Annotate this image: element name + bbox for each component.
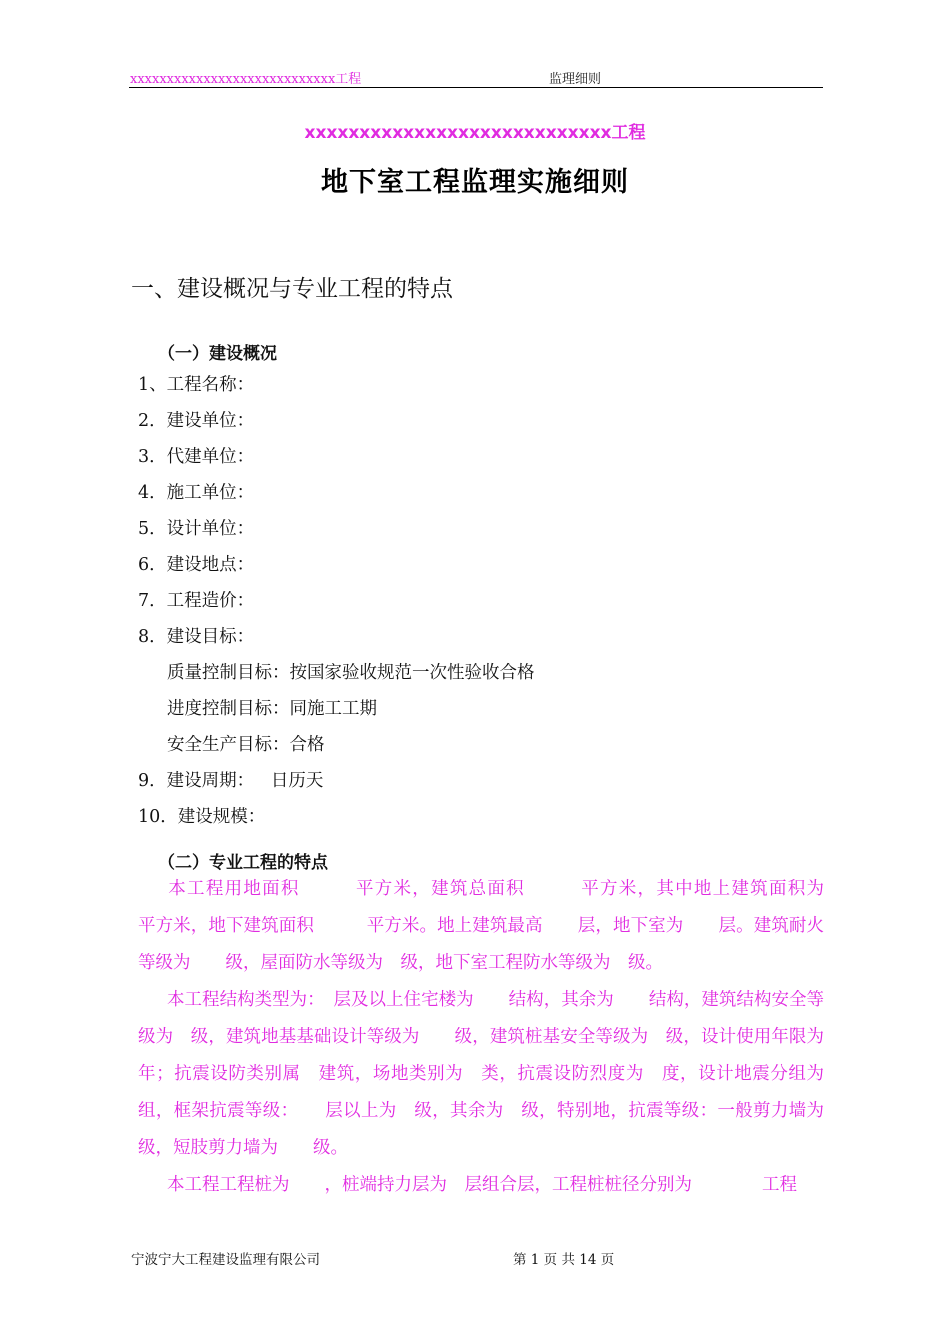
overview-item-contractor: 4．施工单位： <box>138 483 255 503</box>
overview-item-owner: 2．建设单位： <box>138 411 255 431</box>
overview-item-cost: 7．工程造价： <box>138 591 255 611</box>
features-paragraph-1: 本工程用地面积 平方米，建筑总面积 平方米，其中地上建筑面积为 平方米，地下建筑面积 平方米。地上建筑最高 层，地下室为 层。建筑耐火等级为 级，屋面防水等级为 级，地下室工程防水等级为 级。 <box>138 879 877 973</box>
overview-item-designer: 5．设计单位： <box>138 519 255 539</box>
header-doc-type: 监理细则 <box>549 72 602 87</box>
overview-item-location: 6．建设地点： <box>138 555 255 575</box>
overview-item-project-name: 1、工程名称： <box>138 375 255 395</box>
project-title: xxxxxxxxxxxxxxxxxxxxxxxxxxxx工程 <box>304 123 646 143</box>
features-paragraph-2: 本工程结构类型为： 层及以上住宅楼为 结构，其余为 结构，建筑结构安全等级为 级，建筑地基基础设计等级为 级，建筑桩基安全等级为 级，设计使用年限为 年；抗震设防类别属 建筑，场地类别为 类，抗震设防烈度为 度，设计地震分组为 组，框架抗震等级： 层以上为 级，其余为 级，特别地，抗震等级：一般剪力墙为 级，短肢剪力墙为 级。 <box>138 990 859 1158</box>
subsection-features-heading: （二）专业工程的特点 <box>158 853 328 873</box>
document-title: 地下室工程监理实施细则 <box>321 167 629 198</box>
goal-quality: 质量控制目标：按国家验收规范一次性验收合格 <box>167 663 535 683</box>
header-divider <box>129 87 823 88</box>
goal-schedule: 进度控制目标：同施工工期 <box>167 699 377 719</box>
subsection-overview-heading: （一）建设概况 <box>158 344 277 364</box>
footer-company: 宁波宁大工程建设监理有限公司 <box>131 1252 320 1268</box>
header-project-name: xxxxxxxxxxxxxxxxxxxxxxxxxxxx工程 <box>130 72 362 87</box>
overview-item-scale: 10．建设规模： <box>138 807 266 827</box>
overview-item-goals: 8．建设目标： <box>138 627 255 647</box>
overview-item-agent: 3．代建单位： <box>138 447 255 467</box>
footer-page-number: 第 1 页 共 14 页 <box>513 1252 615 1268</box>
goal-safety: 安全生产目标：合格 <box>167 735 325 755</box>
overview-item-period: 9．建设周期： 日历天 <box>138 771 324 791</box>
features-paragraph-3: 本工程工程桩为 ，桩端持力层为 层组合层，工程桩桩径分别为 工程 <box>167 1175 797 1195</box>
section-heading: 一、建设概况与专业工程的特点 <box>131 276 453 302</box>
